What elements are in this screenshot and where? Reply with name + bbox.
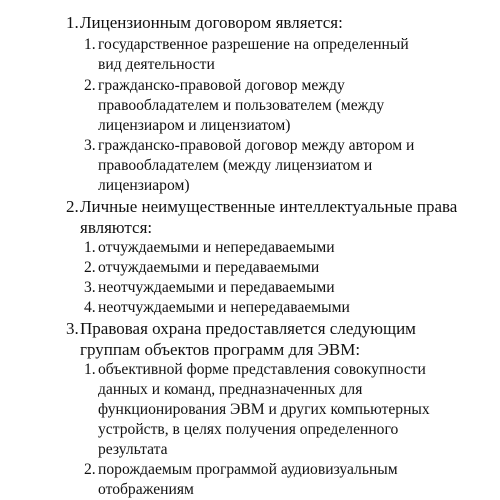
- answer-1-2: [84, 76, 478, 136]
- answer-number: 3.: [84, 137, 96, 154]
- question-1: [66, 12, 488, 33]
- answer-3-2: [84, 460, 478, 500]
- answer-text: порождаемым программой аудиовизуальным: [98, 461, 398, 478]
- answer-text: лицензиаром): [98, 177, 190, 194]
- question-number: 3.: [66, 319, 79, 338]
- answer-2-3: [84, 278, 478, 298]
- question-text: Правовая охрана предоставляется следующим: [80, 319, 416, 338]
- question-text: Лицензионным договором является:: [80, 13, 343, 32]
- question-text: являются:: [80, 218, 153, 237]
- question-number: 2.: [66, 197, 79, 216]
- answer-text: вид деятельности: [98, 56, 215, 73]
- answer-text: устройств, в целях получения определенного: [98, 421, 399, 438]
- question-text: группам объектов программ для ЭВМ:: [80, 340, 361, 359]
- question-number: 1.: [66, 13, 79, 32]
- answer-1-1: [84, 35, 478, 75]
- answer-text: результата: [98, 441, 168, 458]
- answer-text: данных и команд, предназначенных для: [98, 381, 363, 398]
- answer-text: отображениям: [98, 481, 194, 498]
- answer-text: лицензиаром и лицензиатом): [98, 117, 291, 134]
- answer-number: 2.: [84, 461, 96, 478]
- answer-text: неотчуждаемыми и непередаваемыми: [98, 299, 350, 316]
- question-3: [66, 318, 488, 360]
- answer-text: правообладателем (между лицензиатом и: [98, 157, 373, 174]
- answer-2-2: [84, 258, 478, 278]
- answer-number: 3.: [84, 279, 96, 296]
- answer-2-1: [84, 238, 478, 258]
- answer-number: 4.: [84, 299, 96, 316]
- answer-2-4: [84, 298, 478, 318]
- answer-text: гражданско-правовой договор между автором и: [98, 137, 415, 154]
- answer-number: 1.: [84, 239, 96, 256]
- answer-text: объективной форме представления совокупности: [98, 361, 426, 378]
- answer-number: 2.: [84, 77, 96, 94]
- answer-number: 2.: [84, 259, 96, 276]
- answer-text: гражданско-правовой договор между: [98, 77, 345, 94]
- answer-3-1: [84, 360, 478, 460]
- answer-text: функционирования ЭВМ и других компьютерных: [98, 401, 430, 418]
- answer-text: отчуждаемыми и непередаваемыми: [98, 239, 335, 256]
- question-text: Личные неимущественные интеллектуальные права: [80, 197, 458, 216]
- answer-number: 1.: [84, 36, 96, 53]
- answer-text: отчуждаемыми и передаваемыми: [98, 259, 320, 276]
- answer-text: государственное разрешение на определенный: [98, 36, 409, 53]
- answer-number: 1.: [84, 361, 96, 378]
- answer-1-3: [84, 136, 478, 196]
- answer-text: неотчуждаемыми и передаваемыми: [98, 279, 335, 296]
- answer-text: правообладателем и пользователем (между: [98, 97, 385, 114]
- question-2: [66, 196, 488, 238]
